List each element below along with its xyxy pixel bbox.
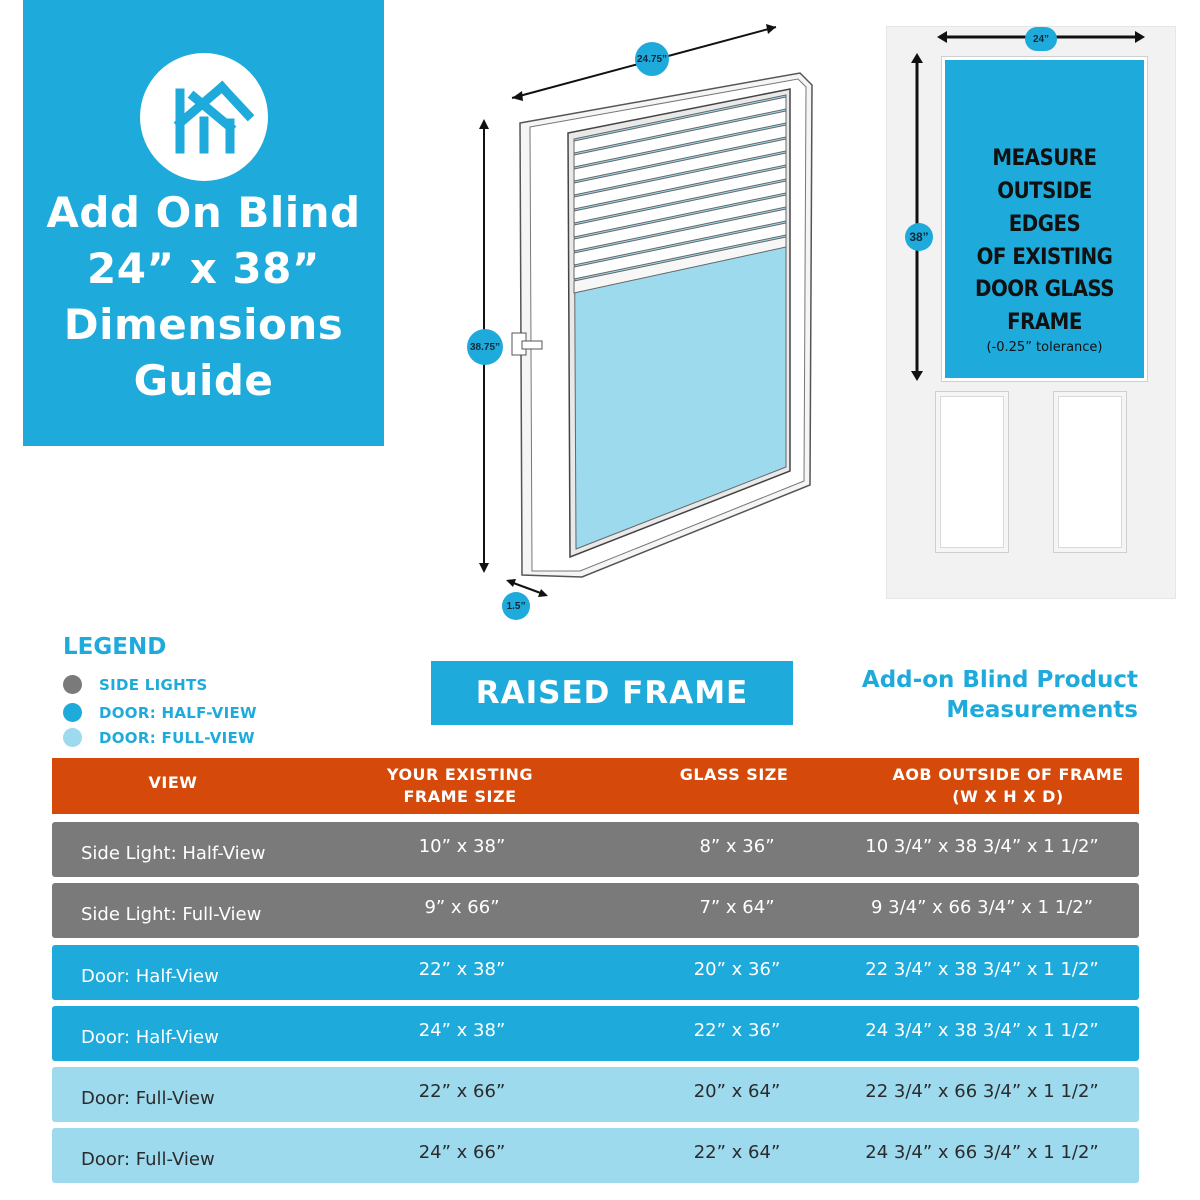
header-aob-line1: AOB OUTSIDE OF FRAME [892, 765, 1124, 784]
table-row [52, 883, 1139, 938]
legend-label: DOOR: HALF-VIEW [99, 704, 257, 722]
cell-aob-size: 24 3/4” x 38 3/4” x 1 1/2” [865, 1020, 1099, 1041]
cell-glass-size: 8” x 36” [699, 836, 775, 857]
legend-title: LEGEND [63, 634, 167, 660]
cell-glass-size: 7” x 64” [699, 897, 775, 918]
instruction-line: MEASURE [992, 146, 1097, 171]
table-row [52, 1067, 1139, 1122]
instruction-line: DOOR GLASS [975, 277, 1114, 302]
aob-title-line-1: Add-on Blind Product [861, 667, 1138, 693]
cell-glass-size: 22” x 64” [693, 1142, 781, 1163]
cell-aob-size: 10 3/4” x 38 3/4” x 1 1/2” [865, 836, 1099, 857]
cell-view: Door: Half-View [81, 966, 219, 987]
table-row [52, 822, 1139, 877]
header-glass: GLASS SIZE [679, 765, 789, 784]
header-aob-line2: (W X H X D) [952, 787, 1064, 806]
cell-frame-size: 24” x 38” [418, 1020, 506, 1041]
door-height-badge: 38” [905, 223, 933, 251]
cell-view: Door: Full-View [81, 1149, 215, 1170]
cell-view: Side Light: Half-View [81, 843, 266, 864]
tolerance-note: (-0.25” tolerance) [986, 340, 1103, 355]
house-logo-icon [140, 53, 268, 181]
cell-frame-size: 22” x 38” [418, 959, 506, 980]
cell-glass-size: 22” x 36” [693, 1020, 781, 1041]
table-row [52, 1128, 1139, 1183]
legend-label: SIDE LIGHTS [99, 676, 208, 694]
legend-swatch [63, 703, 82, 722]
door-panel-left [935, 391, 1009, 553]
instruction-line: EDGES [1008, 212, 1081, 237]
blind-diagram [460, 15, 820, 625]
table-row [52, 1006, 1139, 1061]
cell-aob-size: 24 3/4” x 66 3/4” x 1 1/2” [865, 1142, 1099, 1163]
instruction-line: OUTSIDE [997, 179, 1092, 204]
width-badge: 24.75” [635, 42, 669, 76]
title-line-4: Guide [133, 356, 274, 405]
blind-illustration [460, 15, 820, 625]
header-frame-line2: FRAME SIZE [403, 787, 517, 806]
cell-view: Side Light: Full-View [81, 904, 262, 925]
cell-frame-size: 24” x 66” [418, 1142, 506, 1163]
cell-view: Door: Full-View [81, 1088, 215, 1109]
cell-frame-size: 9” x 66” [424, 897, 500, 918]
header-frame-line1: YOUR EXISTING [386, 765, 534, 784]
cell-glass-size: 20” x 64” [693, 1081, 781, 1102]
legend-swatch [63, 728, 82, 747]
cell-frame-size: 10” x 38” [418, 836, 506, 857]
instruction-line: FRAME [1007, 310, 1082, 335]
title-card [23, 0, 384, 446]
instruction-line: OF EXISTING [976, 245, 1113, 270]
table-row [52, 945, 1139, 1000]
cell-view: Door: Half-View [81, 1027, 219, 1048]
raised-frame-banner: RAISED FRAME [431, 661, 793, 725]
legend-swatch [63, 675, 82, 694]
table-header [52, 758, 1139, 814]
door-panel-right [1053, 391, 1127, 553]
door-width-badge: 24” [1025, 27, 1057, 51]
title-line-2: 24” x 38” [87, 244, 320, 293]
title-line-3: Dimensions [63, 300, 344, 349]
header-view: VIEW [148, 773, 198, 792]
title-line-1: Add On Blind [46, 188, 361, 237]
cell-frame-size: 22” x 66” [418, 1081, 506, 1102]
cell-aob-size: 9 3/4” x 66 3/4” x 1 1/2” [870, 897, 1094, 918]
door-glass [942, 57, 1147, 381]
cell-aob-size: 22 3/4” x 38 3/4” x 1 1/2” [865, 959, 1099, 980]
cell-aob-size: 22 3/4” x 66 3/4” x 1 1/2” [865, 1081, 1099, 1102]
height-badge: 38.75” [467, 329, 503, 365]
legend-label: DOOR: FULL-VIEW [99, 729, 255, 747]
cell-glass-size: 20” x 36” [693, 959, 781, 980]
door-diagram [886, 26, 1176, 599]
aob-title-line-2: Measurements [946, 697, 1138, 723]
depth-badge: 1.5” [502, 592, 530, 620]
